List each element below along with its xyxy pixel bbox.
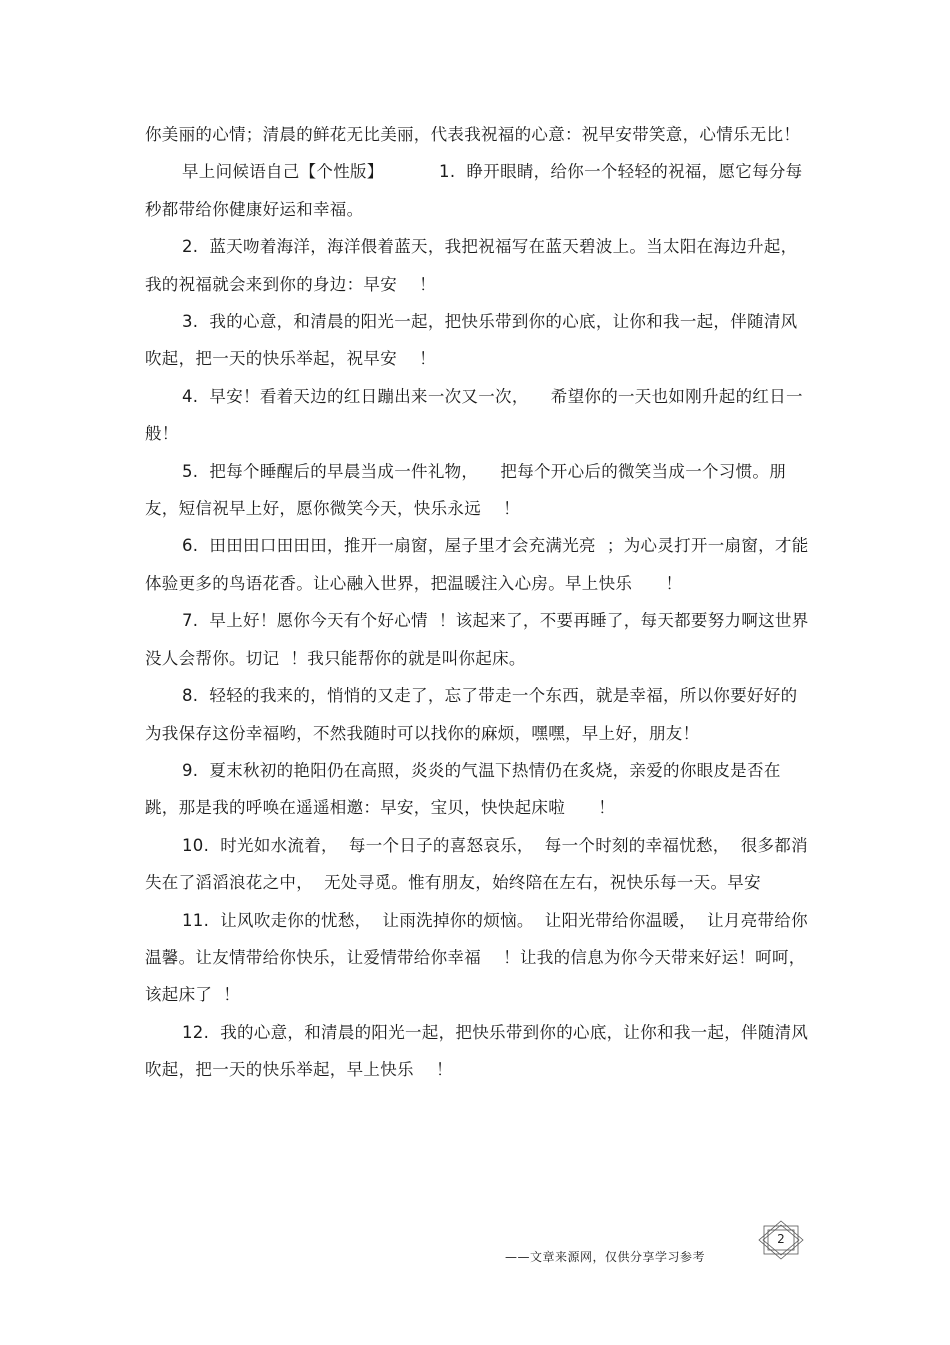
page-number: 2 [777,1232,785,1246]
paragraph: 8. 轻轻的我来的，悄悄的又走了，忘了带走一个东西，就是幸福，所以你要好好的为我保存这份幸福哟，不然我随时可以找你的麻烦，嘿嘿，早上好，朋友！ [145,686,798,743]
paragraph: 早上问候语自己【个性版】 1. 睁开眼睛，给你一个轻轻的祝福，愿它每分每秒都带给你健康好运和幸福。 [145,162,803,219]
paragraph: 5. 把每个睡醒后的早晨当成一件礼物， 把每个开心后的微笑当成一个习惯。朋友，短信祝早上好，愿你微笑今天，快乐永远 ！ [145,461,787,519]
footer-source-note: ——文章来源网，仅供分享学习参考 [505,1250,706,1264]
paragraph: 11. 让风吹走你的忧愁， 让雨洗掉你的烦恼。 让阳光带给你温暖， 让月亮带给你温馨。让友情带给你快乐，让爱情带给你幸福 ！让我的信息为你今天带来好运！呵呵，该起床了 ！ [145,910,808,1005]
body-text [145,116,810,1089]
paragraph: 你美丽的心情；清晨的鲜花无比美丽，代表我祝福的心意：祝早安带笑意，心情乐无比！ [145,125,801,144]
paragraph: 2. 蓝天吻着海洋，海洋偎着蓝天，我把祝福写在蓝天碧波上。当太阳在海边升起，我的祝福就会来到你的身边：早安 ！ [145,237,798,294]
paragraph: 12. 我的心意，和清晨的阳光一起，把快乐带到你的心底，让你和我一起，伴随清风吹起，把一天的快乐举起，早上快乐 ！ [145,1022,809,1080]
paragraph: 3. 我的心意，和清晨的阳光一起，把快乐带到你的心底，让你和我一起，伴随清风吹起，把一天的快乐举起，祝早安 ！ [145,312,798,369]
paragraph: 6. 田田田口田田田，推开一扇窗，屋子里才会充满光亮 ；为心灵打开一扇窗，才能体验更多的鸟语花香。让心融入世界，把温暖注入心房。早上快乐 ！ [145,536,809,593]
paragraph: 9. 夏末秋初的艳阳仍在高照，炎炎的气温下热情仍在炙烧，亲爱的你眼皮是否在跳，那是我的呼唤在遥遥相邀：早安，宝贝，快快起床啦 ！ [145,760,781,818]
paragraph: 7. 早上好！愿你今天有个好心情 ！该起来了，不要再睡了，每天都要努力啊这世界没人会帮你。切记 ！我只能帮你的就是叫你起床。 [145,611,809,668]
paragraph: 4. 早安！看着天边的红日蹦出来一次又一次， 希望你的一天也如刚升起的红日一般！ [145,386,803,444]
paragraph: 10. 时光如水流着， 每一个日子的喜怒哀乐， 每一个时刻的幸福忧愁， 很多都消失在了滔滔浪花之中， 无处寻觅。惟有朋友，始终陪在左右，祝快乐每一天。早安 [145,835,808,893]
